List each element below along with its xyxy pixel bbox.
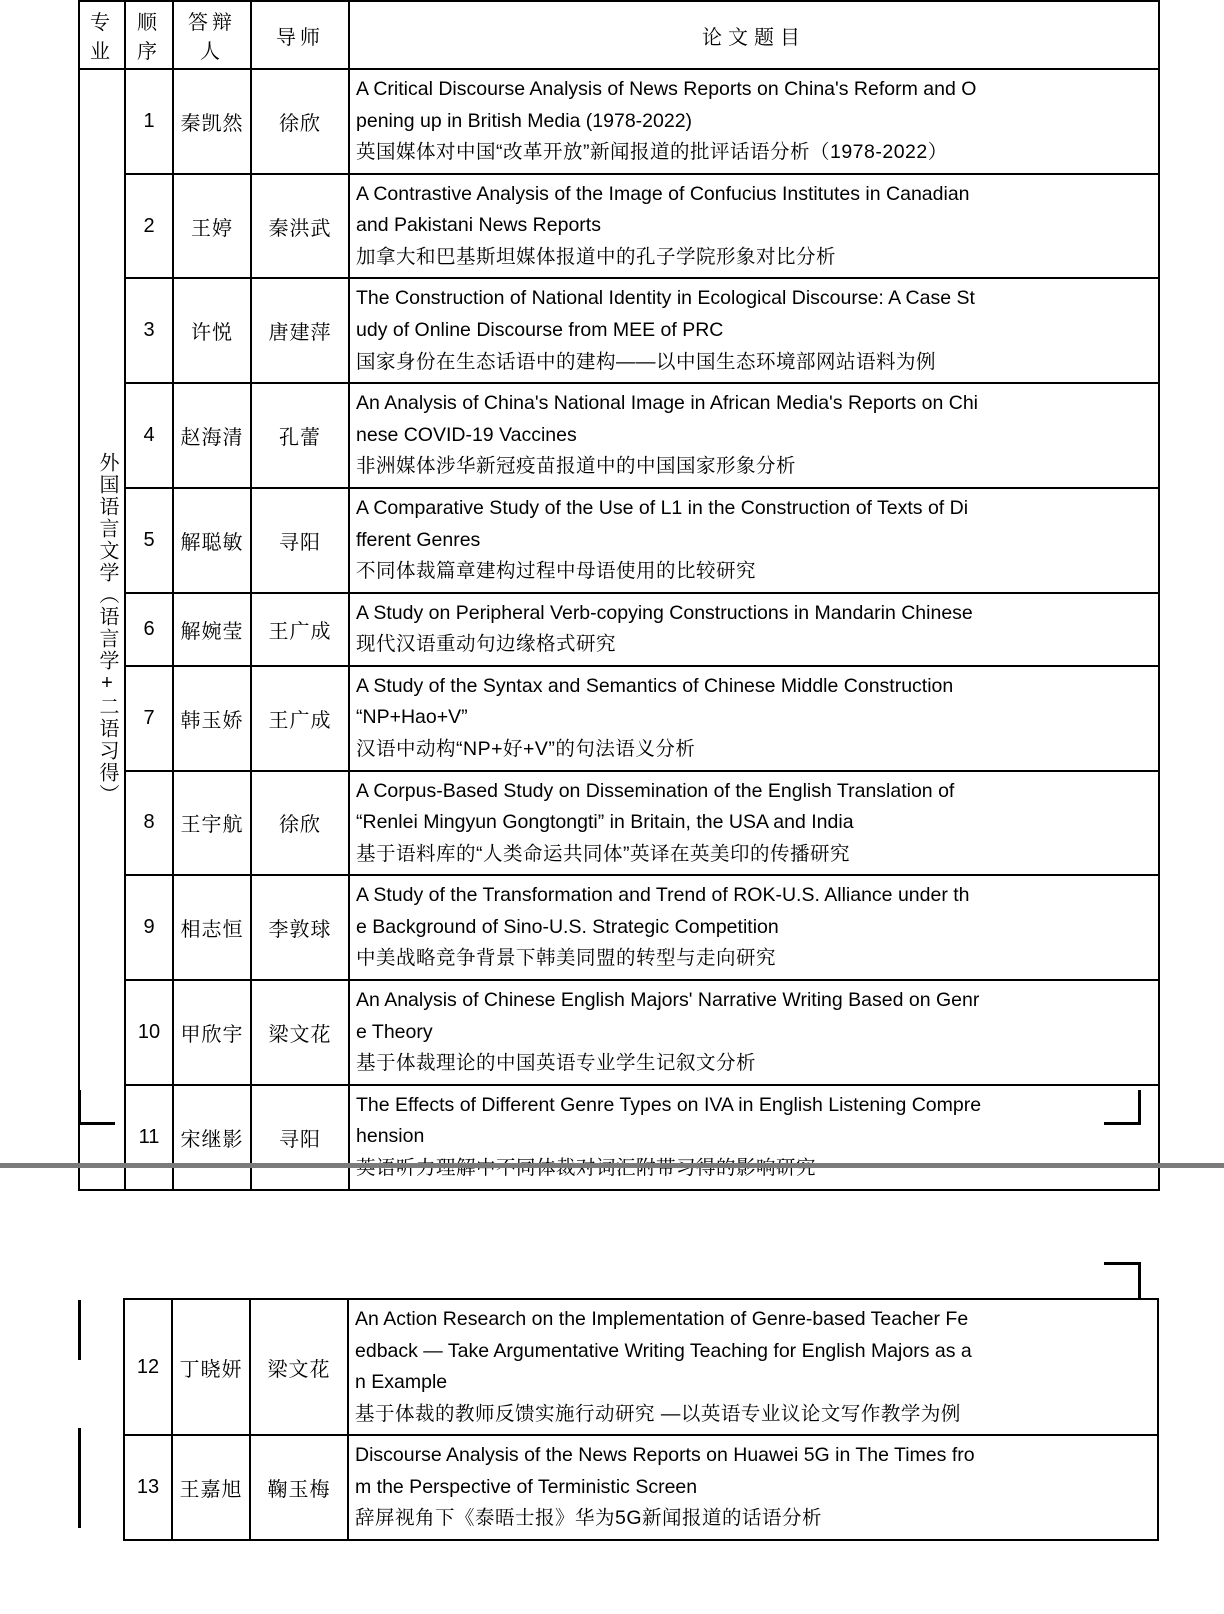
cell-order: 8: [125, 771, 173, 876]
cell-student: 秦凯然: [173, 69, 251, 174]
cell-order: 3: [125, 278, 173, 383]
cell-advisor: 鞠玉梅: [250, 1435, 348, 1540]
cell-student: 王婷: [173, 174, 251, 279]
thesis-defense-table: [78, 0, 1160, 1191]
cell-student: 王宇航: [173, 771, 251, 876]
cell-student: 王嘉旭: [172, 1435, 250, 1540]
cell-title: A Study on Peripheral Verb-copying Constructions in Mandarin Chinese 现代汉语重动句边缘格式研究: [349, 593, 1159, 666]
header-student: 答辩人: [173, 1, 251, 69]
cell-title: An Analysis of China's National Image in African Media's Reports on Chi nese COVID-19 Vaccines 非洲媒体涉华新冠疫苗报道中的中国国家形象分析: [349, 383, 1159, 488]
cell-advisor: 李敦球: [251, 875, 349, 980]
cell-student: 相志恒: [173, 875, 251, 980]
cell-advisor: 寻阳: [251, 488, 349, 593]
cell-advisor: 王广成: [251, 666, 349, 771]
table-row: [79, 666, 1159, 771]
table-row: [79, 488, 1159, 593]
header-advisor: 导师: [251, 1, 349, 69]
table-row: [79, 278, 1159, 383]
cell-advisor: 徐欣: [251, 69, 349, 174]
table-row: [79, 383, 1159, 488]
cell-title: A Critical Discourse Analysis of News Reports on China's Reform and O pening up in British Media (1978-2022) 英国媒体对中国“改革开放”新闻报道的批评话语分析（1978-2022）: [349, 69, 1159, 174]
cell-title: A Comparative Study of the Use of L1 in the Construction of Texts of Di fferent Genres 不同体裁篇章建构过程中母语使用的比较研究: [349, 488, 1159, 593]
cell-advisor: 徐欣: [251, 771, 349, 876]
thesis-defense-table-continued: [78, 1298, 1159, 1541]
cell-advisor: 孔蕾: [251, 383, 349, 488]
cell-student: 许悦: [173, 278, 251, 383]
table-row: [78, 1435, 1158, 1540]
cell-order: 4: [125, 383, 173, 488]
table-row: [79, 875, 1159, 980]
section-divider: [0, 1163, 1224, 1168]
crop-bracket-left-upper: [78, 1300, 84, 1360]
table-row: [79, 593, 1159, 666]
cell-title: The Construction of National Identity in Ecological Discourse: A Case St udy of Online Discourse from MEE of PRC 国家身份在生态话语中的建构——以中国生态环境部网站语料为例: [349, 278, 1159, 383]
table-row: [79, 69, 1159, 174]
cell-advisor: 唐建萍: [251, 278, 349, 383]
cell-student: 丁晓妍: [172, 1299, 250, 1435]
header-major: 专业: [79, 1, 125, 69]
cell-advisor: 梁文花: [251, 980, 349, 1085]
cell-title: Discourse Analysis of the News Reports on Huawei 5G in The Times fro m the Perspective of Terministic Screen 辞屏视角下《泰晤士报》华为5G新闻报道的话语分析: [348, 1435, 1158, 1540]
cell-order: 5: [125, 488, 173, 593]
table-row: [79, 1085, 1159, 1190]
major-cell: [79, 69, 125, 1190]
cell-title: An Analysis of Chinese English Majors' Narrative Writing Based on Genr e Theory 基于体裁理论的中国英语专业学生记叙文分析: [349, 980, 1159, 1085]
cell-title: A Contrastive Analysis of the Image of Confucius Institutes in Canadian and Pakistani News Reports 加拿大和巴基斯坦媒体报道中的孔子学院形象对比分析: [349, 174, 1159, 279]
cell-title: An Action Research on the Implementation of Genre-based Teacher Fe edback — Take Argumentative Writing Teaching for English Majors as a n Example 基于体裁的教师反馈实施行动研究 —以英语专业议论文写作教学为例: [348, 1299, 1158, 1435]
cell-advisor: 王广成: [251, 593, 349, 666]
cell-student: 宋继影: [173, 1085, 251, 1190]
table-row: [78, 1299, 1158, 1435]
table-row: [79, 980, 1159, 1085]
table-section-bottom: [0, 1185, 1224, 1614]
table-row: [79, 771, 1159, 876]
cell-order: 9: [125, 875, 173, 980]
cell-student: 解婉莹: [173, 593, 251, 666]
cell-order: 10: [125, 980, 173, 1085]
table-row: [79, 174, 1159, 279]
crop-bracket-top-right: [1104, 1262, 1141, 1299]
cell-order: 6: [125, 593, 173, 666]
cell-title: A Study of the Transformation and Trend of ROK-U.S. Alliance under th e Background of Sino-U.S. Strategic Competition 中美战略竞争背景下韩美同盟的转型与走向研究: [349, 875, 1159, 980]
header-order: 顺序: [125, 1, 173, 69]
major-cell-continued: [78, 1299, 124, 1540]
cell-order: 12: [124, 1299, 172, 1435]
major-label: 外国语言文学（语言学+二语习得）: [96, 452, 118, 807]
cell-title: A Corpus-Based Study on Dissemination of the English Translation of “Renlei Mingyun Gongtongti” in Britain, the USA and India 基于语料库的“人类命运共同体”英译在英美印的传播研究: [349, 771, 1159, 876]
cell-advisor: 梁文花: [250, 1299, 348, 1435]
table-header-row: [79, 1, 1159, 69]
header-title: 论文题目: [349, 1, 1159, 69]
cell-student: 解聪敏: [173, 488, 251, 593]
cell-student: 甲欣宇: [173, 980, 251, 1085]
cell-title: The Effects of Different Genre Types on IVA in English Listening Compre hension: [349, 1085, 1159, 1190]
cell-advisor: 秦洪武: [251, 174, 349, 279]
cell-student: 韩玉娇: [173, 666, 251, 771]
crop-bracket-bottom-right: [1104, 1090, 1141, 1125]
cell-student: 赵海清: [173, 383, 251, 488]
cell-title: A Study of the Syntax and Semantics of Chinese Middle Construction “NP+Hao+V” 汉语中动构“NP+好+V”的句法语义分析: [349, 666, 1159, 771]
crop-bracket-left-lower: [78, 1428, 84, 1528]
cell-order: 2: [125, 174, 173, 279]
crop-bracket-bottom-left: [78, 1090, 115, 1125]
cell-advisor: 寻阳: [251, 1085, 349, 1190]
cell-order: 11: [125, 1085, 173, 1190]
cell-order: 7: [125, 666, 173, 771]
cell-order: 1: [125, 69, 173, 174]
cell-order: 13: [124, 1435, 172, 1540]
